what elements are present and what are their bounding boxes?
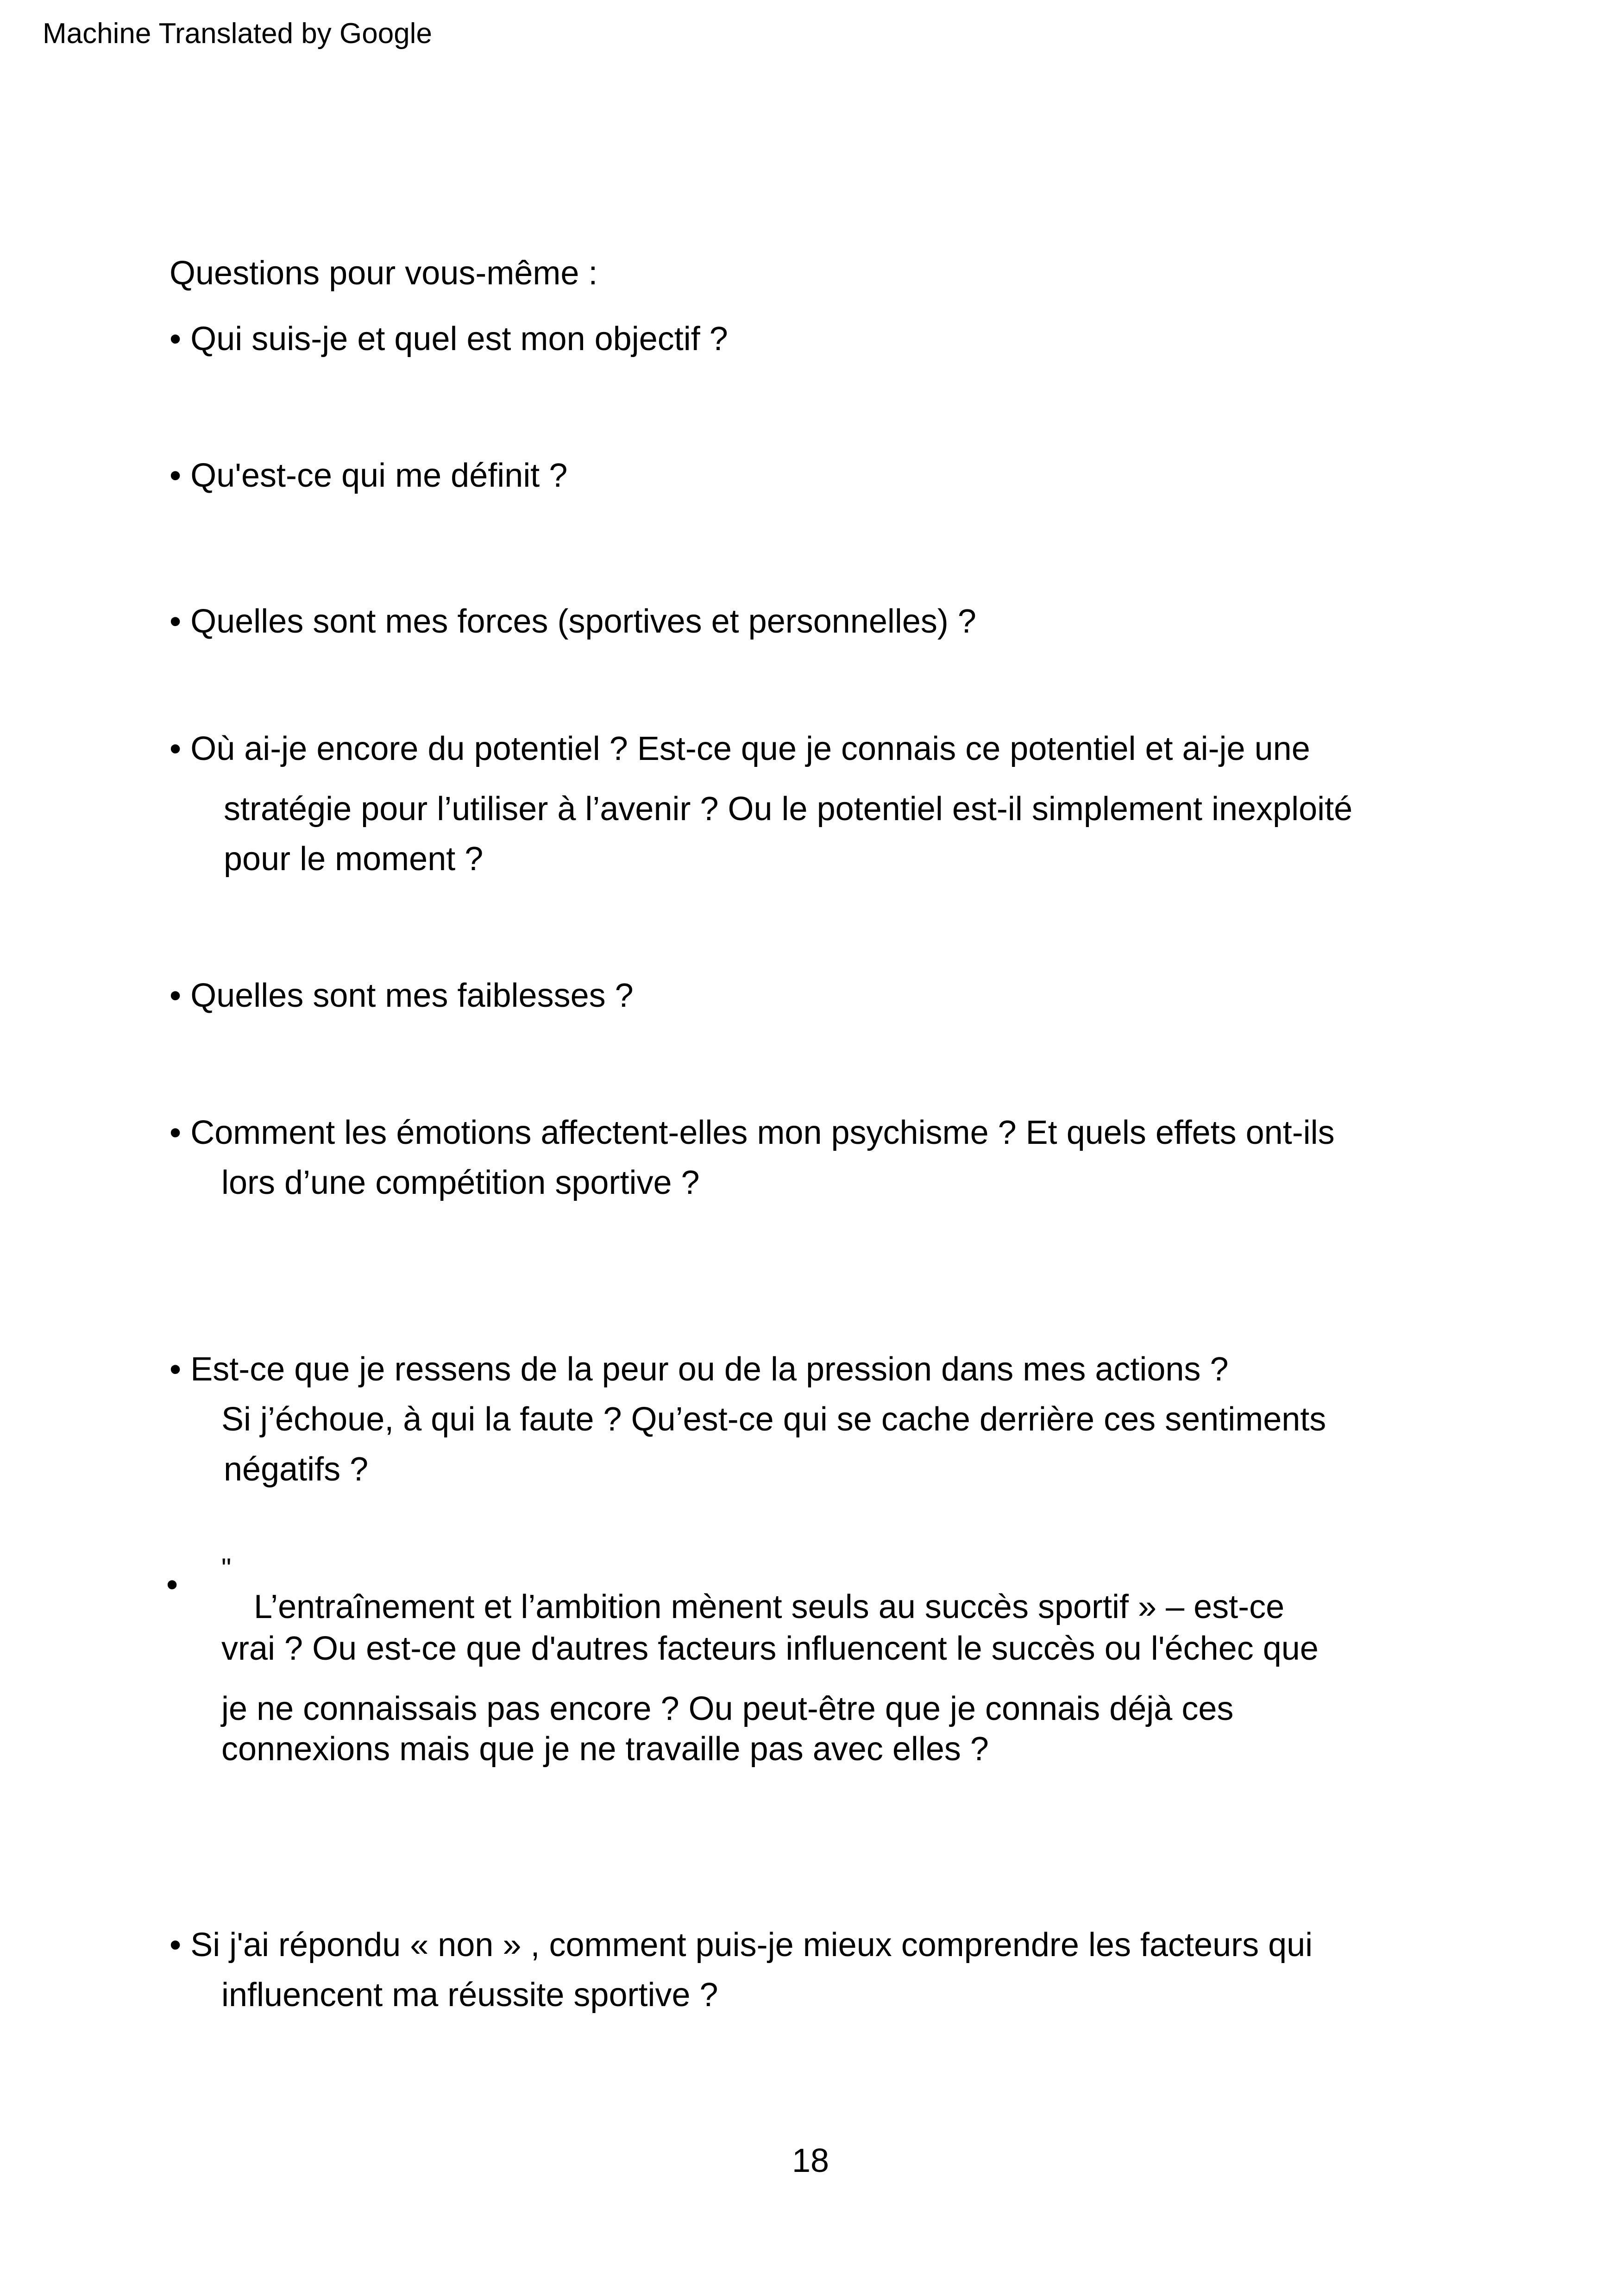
question-line: • Qui suis-je et quel est mon objectif ?: [170, 320, 728, 358]
question-line: pour le moment ?: [224, 841, 484, 878]
quote-mark: ": [221, 1553, 232, 1584]
question-line: Si j’échoue, à qui la faute ? Qu’est-ce qui se cache derrière ces sentiments: [221, 1401, 1326, 1438]
page-number: 18: [792, 2142, 829, 2179]
watermark: Machine Translated by Google: [43, 18, 432, 50]
question-line: stratégie pour l’utiliser à l’avenir ? Ou le potentiel est-il simplement inexploité: [224, 790, 1353, 828]
question-line: lors d’une compétition sportive ?: [221, 1164, 700, 1201]
question-line: connexions mais que je ne travaille pas avec elles ?: [221, 1731, 989, 1768]
question-line: je ne connaissais pas encore ? Ou peut-être que je connais déjà ces: [221, 1690, 1234, 1727]
question-line: vrai ? Ou est-ce que d'autres facteurs influencent le succès ou l'échec que: [221, 1630, 1319, 1667]
question-line: • Quelles sont mes faiblesses ?: [170, 977, 634, 1014]
question-line: • Qu'est-ce qui me définit ?: [170, 457, 568, 494]
question-line: influencent ma réussite sportive ?: [221, 1976, 718, 2014]
question-line: • Est-ce que je ressens de la peur ou de la pression dans mes actions ?: [170, 1351, 1229, 1388]
question-line: • Quelles sont mes forces (sportives et personnelles) ?: [170, 603, 976, 640]
question-line: • Si j'ai répondu « non » , comment puis-je mieux comprendre les facteurs qui: [170, 1926, 1313, 1964]
page-heading: Questions pour vous-même :: [170, 255, 598, 292]
question-line: L’entraînement et l’ambition mènent seuls au succès sportif » – est-ce: [254, 1588, 1285, 1625]
question-line: • Comment les émotions affectent-elles mon psychisme ? Et quels effets ont-ils: [170, 1114, 1335, 1151]
question-line: • Où ai-je encore du potentiel ? Est-ce que je connais ce potentiel et ai-je une: [170, 730, 1310, 767]
bullet: •: [166, 1566, 178, 1603]
question-line: négatifs ?: [224, 1451, 369, 1488]
